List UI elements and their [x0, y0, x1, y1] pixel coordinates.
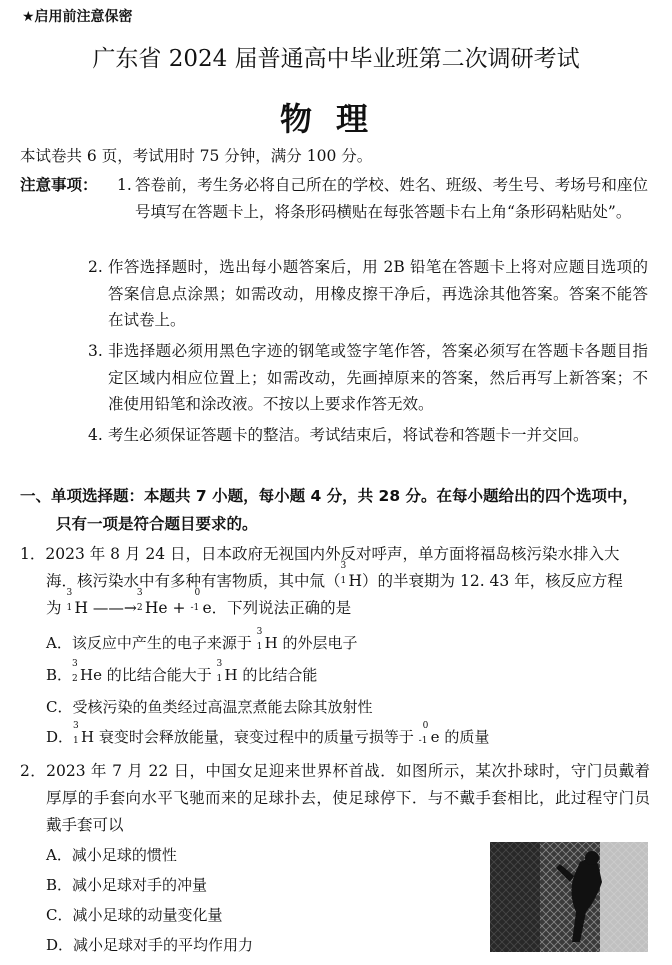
confidential-mark: ★启用前注意保密 [22, 9, 133, 25]
exam-info: 本试卷共 6 页，考试用时 75 分钟，满分 100 分。 [20, 147, 373, 165]
notes-heading: 注意事项： [20, 176, 98, 194]
note-text: 答卷前，考生务必将自己所在的学校、姓名、班级、考生号、考场号和座位号填写在答题卡上，将条形码横贴在每张答题卡右上角“条形码粘贴处”。 [135, 176, 648, 221]
goalkeeper-photo [490, 842, 648, 952]
q1-option-b: B． 3 2 He 的比结合能大于 3 1 H 的比结合能 [46, 659, 318, 684]
q1-line: 海．核污染水中有多种有害物质，其中氚（ 3 1 H）的半衰期为 12. 43 年，核反应方程 [20, 568, 650, 595]
question-2 [20, 758, 650, 839]
q2-stem: 2．2023 年 7 月 22 日，中国女足迎来世界杯首战．如图所示，某次扑球时，守门员戴着厚厚的手套向水平飞驰而来的足球扑去，使足球停下．与不戴手套相比，此过程守门员戴手套可以 [20, 762, 650, 834]
q2-option-c: C．减小足球的动量变化量 [46, 906, 223, 924]
nuclide-electron: 0 -1 e [190, 588, 212, 617]
q1-line: 1．2023 年 8 月 24 日，日本政府无视国内外反对呼声，单方面将福岛核污染水排入大 [20, 545, 620, 563]
q1-option-c: C．受核污染的鱼类经过高温烹煮能去除其放射性 [46, 698, 373, 716]
note-item [88, 254, 648, 334]
note-item [88, 422, 648, 449]
note-text: 非选择题必须用黑色字迹的钢笔或签字笔作答，答案必须写在答题卡各题目指定区域内相应位置上；如需改动，先画掉原来的答案，然后再写上新答案；不准使用铅笔和涂改液。不按以上要求作答无效。 [108, 342, 648, 413]
note-number: 4. [88, 426, 103, 444]
goalkeeper-image [490, 842, 648, 952]
section-line: 一、单项选择题：本题共 7 小题，每小题 4 分，共 28 分。在每小题给出的四个选项中， [20, 487, 639, 505]
nuclide-tritium: 3 1 H [340, 561, 363, 590]
note-number: 1. [117, 176, 132, 194]
q2-option-a: A．减小足球的惯性 [46, 846, 177, 864]
nuclide-helium: 3 2 He [136, 588, 168, 617]
q2-option-b: B．减小足球对手的冲量 [46, 876, 208, 894]
nuclide-tritium: 3 1 H [66, 588, 88, 617]
note-item [117, 172, 648, 225]
exam-title: 广东省 2024 届普通高中毕业班第二次调研考试 [92, 46, 580, 72]
subject-title: 物理 [279, 100, 392, 138]
section-line: 只有一项是符合题目要求的。 [56, 515, 258, 533]
note-text: 作答选择题时，选出每小题答案后，用 2B 铅笔在答题卡上将对应题目选项的答案信息点涂黑；如需改动，用橡皮擦干净后，再选涂其他答案。答案不能答在试卷上。 [108, 258, 648, 329]
section-heading [20, 482, 650, 538]
q1-option-a: A．该反应中产生的电子来源于 3 1 H 的外层电子 [46, 627, 358, 652]
note-text: 考生必须保证答题卡的整洁。考试结束后，将试卷和答题卡一并交回。 [108, 426, 589, 444]
q1-line: 为 3 1 H ——→ 3 2 He + 0 -1 e．下列说法正确的是 [20, 595, 650, 622]
note-number: 3. [88, 342, 103, 360]
q1-option-d: D． 3 1 H 衰变时会释放能量，衰变过程中的质量亏损等于 0 -1 e 的质量 [46, 721, 490, 746]
q2-option-d: D．减小足球对手的平均作用力 [46, 936, 254, 954]
note-number: 2. [88, 258, 103, 276]
question-1 [20, 541, 650, 622]
note-item [88, 338, 648, 418]
